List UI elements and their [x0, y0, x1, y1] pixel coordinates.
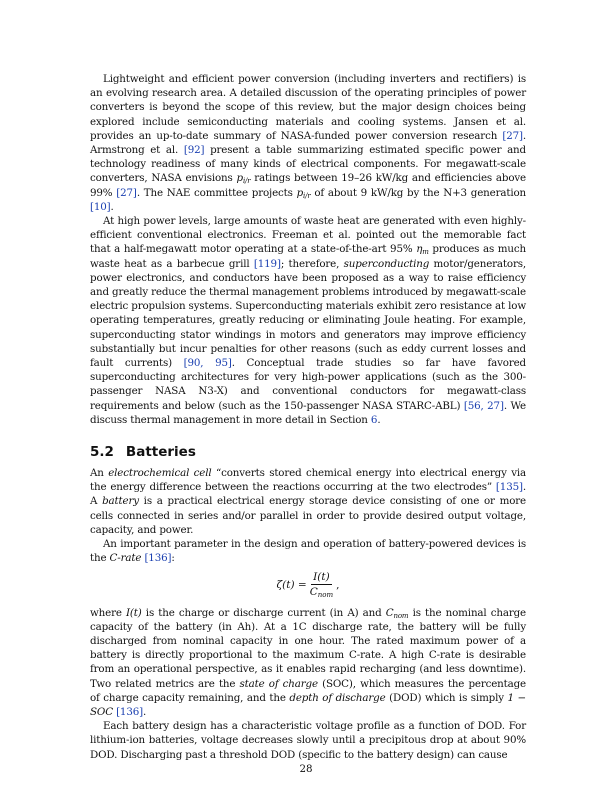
paragraph-electrochemical-cell: An electrochemical cell “converts stored chemical energy into electrical energy via the energy difference between the reactions occurring at the two electrodes” [135]. A battery is a practical electrical energy storage device consisting of one or more cells connected in series and/or parallel in order to provide desired output voltage, capacity, and power. — [90, 467, 526, 536]
citation-link[interactable]: [136] — [144, 552, 172, 565]
section-number: 5.2 — [90, 444, 114, 461]
page-number: 28 — [299, 763, 313, 775]
citation-link[interactable]: [135] — [495, 481, 523, 494]
citation-link[interactable]: [56, 27] — [463, 399, 504, 412]
math-p-ir: $p_{i/r}$ — [236, 172, 251, 186]
section-heading — [90, 444, 526, 460]
paragraph-power-conversion: Lightweight and efficient power conversion (including inverters and rectifiers) is an evolving research area. A detailed discussion of the operating principles of power converters is beyond the scope of this review, but the major design choices being explored include semiconducting materials and cooling systems. Jansen et al. provides an up-to-date summary of NASA-funded power conversion research [27]. Armstrong et al. [92] present a table summarizing estimated specific power and technology readiness of many kinds of electrical components. For megawatt-scale converters, NASA envisions $p_{i/r}$ ratings between 19–26 kW/kg and efficiencies above 99% [27]. The NAE committee projects $p_{i/r}$ of about 9 kW/kg by the N+3 generation [10]. — [90, 73, 526, 213]
citation-link[interactable]: [136] — [116, 705, 144, 718]
citation-link[interactable]: [27] — [502, 129, 523, 142]
citation-link[interactable]: [10] — [90, 200, 111, 213]
citation-link[interactable]: [119] — [253, 257, 281, 270]
fraction-numerator: I(t) — [313, 571, 330, 583]
math-c-nom: $C_{nom}$ — [385, 606, 409, 620]
citation-link[interactable]: [92] — [183, 144, 205, 157]
equation-lhs: ζ(t) = — [276, 578, 307, 591]
paragraph-c-rate-definition: where I(t) is the charge or discharge current (in A) and $C_{nom}$ is the nominal charge capacity of the battery (in Ah). At a 1C discharge rate, the battery will be fully discharged from nominal capacity in one hour. The rated maximum power of a battery is directly proportional to the maximum C-rate. A high C-rate is desirable from an operational perspective, as it enables rapid recharging (and less downtime). Two related metrics are the state of charge (SOC), which measures the percentage of charge capacity remaining, and the depth of discharge (DOD) which is simply 1 − SOC [136]. — [90, 606, 526, 718]
paragraph-waste-heat: At high power levels, large amounts of waste heat are generated with even highly-efficient conventional electronics. Freeman et al. pointed out the memorable fact that a half-megawatt motor operating at a state-of-the-art 95% $\eta_m$ produces as much waste heat as a barbecue grill [119]; therefore, superconducting motor/generators, power electronics, and conductors have been proposed as a way to raise efficiency and greatly reduce the thermal management problems introduced by megawatt-scale electric propulsion systems. Superconducting materials exhibit zero resistance at low operating temperatures, greatly reducing or eliminating Joule heating. For example, superconducting stator windings in motors and generators may improve efficiency substantially but incur penalties for other reasons (such as eddy current losses and fault currents) [90, 95]. Conceptual trade studies so far have favored superconducting architectures for very high-power applications (such as the 300-passenger NASA N3-X) and conventional conductors for megawatt-class requirements and below (such as the 150-passenger NASA STARC-ABL) [56, 27]. We discuss thermal management in more detail in Section 6. — [90, 215, 526, 426]
document-body — [90, 72, 526, 762]
paragraph-c-rate: An important parameter in the design and operation of battery-powered devices is the C-rate [136]: — [90, 538, 526, 565]
section-title: Batteries — [125, 444, 196, 461]
math-p-ir: $p_{i/r}$ — [296, 186, 311, 200]
equation-fraction — [310, 571, 333, 598]
c-rate-equation — [90, 570, 526, 600]
fraction-denominator: $C_{nom}$ — [309, 586, 334, 599]
section-reference-link[interactable]: 6 — [370, 413, 378, 426]
paragraph-voltage-profile: Each battery design has a characteristic voltage profile as a function of DOD. For lithium-ion batteries, voltage decreases slowly until a precipitous drop at about 90% DOD. Discharging past a threshold DOD (specific to the battery design) can cause — [90, 720, 526, 761]
citation-link[interactable]: [27] — [116, 186, 137, 199]
equation-punctuation: , — [336, 578, 340, 591]
math-eta-m: $\eta_m$ — [416, 243, 429, 257]
citation-link[interactable]: [90, 95] — [183, 357, 232, 370]
